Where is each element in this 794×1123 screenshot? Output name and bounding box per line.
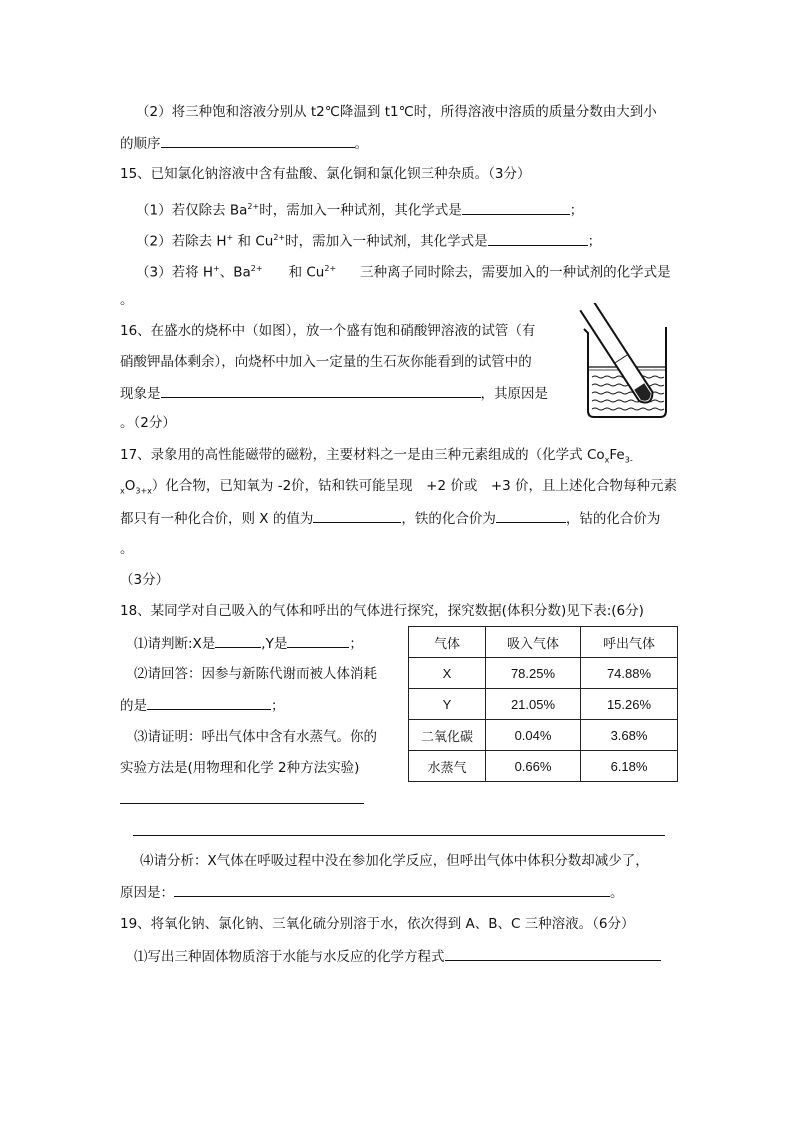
q17-line4 [120,539,134,559]
q15-part3 [136,259,671,283]
q18-consumed-gas-blank[interactable] [147,695,271,710]
table-header-row [409,627,678,658]
q17-line1-text-b: Fe [609,447,625,463]
q15-part1-end: ； [569,202,584,219]
q17-line1-sub2: 3- [624,455,633,465]
q15-part2-sup1: + [226,233,234,242]
q15-part3-sup1: + [213,264,220,273]
q17-line2 [120,476,677,502]
q19-title [120,914,635,934]
q16-line1-text: 16、在盛水的烧杯中（如图），放一个盛有饱和硝酸钾溶液的试管（有 [120,323,536,339]
q17-line2-sub2: 3+x [135,486,152,496]
q15-title-text: 15、已知氯化钠溶液中含有盐酸、氯化铜和氯化钡三种杂质。（3分） [120,166,531,182]
q18-part2-line2 [120,695,285,716]
q15-part3-end: 。 [120,292,134,308]
q17-line3-text-c: ，钴的化合价为 [565,511,661,527]
q16-phenomenon-blank[interactable] [161,383,481,398]
table-cell: 21.05% [486,689,581,720]
q18-part3-text-a: ⑶请证明：呼出气体中含有水蒸气。你的 [134,729,377,745]
q14-part2-text2: 的顺序 [120,136,161,152]
q18-part4-line2 [120,882,624,903]
q18-x-blank[interactable] [215,633,261,648]
table-cell: 6.18% [581,751,678,782]
q17-line3-text-b: ，铁的化合价为 [401,511,496,527]
q18-part3-answer-line-2[interactable] [133,835,665,836]
q16-line2-text: 硝酸钾晶体剩余），向烧杯中加入一定量的生石灰你能看到的试管中的 [120,354,532,370]
q17-line3 [120,508,660,529]
gas-data-table [408,626,678,782]
q17-score [120,570,169,590]
q15-part3-text-c: 和 Cu [288,264,325,281]
q18-part3-text-b: 实验方法是(用物理和化学 2种方法实验) [120,760,360,776]
q14-part2-text: （2）将三种饱和溶液分别从 t2℃降温到 t1℃时，所得溶液中溶质的质量分数由大到小 [136,104,657,120]
q17-score-text: （3分） [120,572,170,588]
q17-line1-text: 17、录象用的高性能磁带的磁粉，主要材料之一是由三种元素组成的（化学式 Co [120,447,605,463]
q16-line4-text: 。（2分） [120,415,176,431]
q18-part4-text-a: ⑷请分析：X气体在呼吸过程中没在参加化学反应，但呼出气体中体积分数却减少了， [140,853,649,869]
q18-part3-line1 [134,727,377,747]
q14-answer-blank[interactable] [161,133,355,148]
q19-part1-text: ⑴写出三种固体物质溶于水能与水反应的化学方程式 [134,949,445,965]
q15-part1-blank[interactable] [462,200,570,215]
table-cell: 3.68% [581,720,678,751]
table-cell: X [409,658,486,689]
q17-line3-text-a: 都只有一种化合价，则 X 的值为 [120,511,314,527]
q18-part2-line1 [134,664,377,684]
q15-part2-blank[interactable] [488,231,588,246]
q15-part3-end-line [120,290,134,310]
q18-part2-text-a: ⑵请回答：因参与新陈代谢而被人体消耗 [134,666,377,682]
q18-part1-end: ； [349,636,363,652]
q16-line3 [120,383,548,404]
q15-part1-text-b: 时，需加入一种试剂，其化学式是 [259,202,462,219]
q17-line1 [120,445,633,471]
table-cell: 78.25% [486,658,581,689]
q15-part2-text-c: 时，需加入一种试剂，其化学式是 [285,233,488,250]
q15-part2-end: ； [587,233,602,250]
q18-title [120,601,644,621]
q15-part3-sup2: 2+ [250,264,263,273]
table-row [409,751,678,782]
q18-y-blank[interactable] [287,633,349,648]
table-row [409,720,678,751]
table-cell: 二氧化碳 [409,720,486,751]
q18-part1-text-b: ,Y是 [261,636,288,652]
q18-part4-text-b: 原因是： [120,885,174,901]
beaker-test-tube-figure [574,303,674,423]
table-cell: 74.88% [581,658,678,689]
table-header-cell: 呼出气体 [581,627,678,658]
q17-line2-text-a: O [124,478,136,494]
q17-iron-valence-blank[interactable] [496,508,566,523]
q15-part3-sup3: 2+ [324,264,337,273]
q15-part1 [136,197,583,221]
q18-part1-text-a: ⑴请判断:X是 [134,636,216,652]
q16-line3-text-b: ，其原因是 [480,386,548,402]
q17-line2-text-b: ）化合物，已知氧为 -2价，钴和铁可能呈现 +2 价或 +3 价，且上述化合物每种元素 [151,478,678,494]
q16-line3-text-a: 现象是 [120,386,161,402]
q15-title [120,164,531,184]
table-cell: 15.26% [581,689,678,720]
q15-part2-text-b: 和 Cu [237,233,274,250]
q15-part3-text-b: 、Ba [219,264,251,281]
q18-part3-line2 [120,758,359,778]
q15-part1-sup: 2+ [247,202,260,211]
q18-part2-end: ； [271,698,285,714]
q17-x-value-blank[interactable] [313,508,401,523]
q17-line1-sub: x [604,455,610,465]
table-cell: 0.04% [486,720,581,751]
q14-part2-line1 [136,102,657,122]
q17-line4-text: 。 [120,541,134,557]
test-tube [580,303,656,406]
q14-part2-end: 。 [354,136,368,152]
q15-part2 [136,228,601,252]
q17-line2-sub: x [120,486,125,496]
table-cell: 水蒸气 [409,751,486,782]
q16-line2 [120,352,532,372]
table-row [409,689,678,720]
q15-part2-sup2: 2+ [273,233,286,242]
q19-title-text: 19、将氧化钠、氯化钠、三氧化硫分别溶于水，依次得到 A、B、C 三种溶液。（6分） [120,916,635,932]
q19-equation-blank[interactable] [445,946,661,961]
table-header-cell: 气体 [409,627,486,658]
q16-line1 [120,321,535,341]
q18-part1 [134,633,363,654]
q16-line4 [120,413,176,433]
q18-part4-end: 。 [610,885,624,901]
q14-part2-line2 [120,133,368,154]
q18-title-text: 18、某同学对自己吸入的气体和呼出的气体进行探究，探究数据(体积分数)见下表:(6分) [120,603,644,619]
table-cell: 0.66% [486,751,581,782]
table-row [409,658,678,689]
q18-part4-line1 [140,851,649,871]
q18-part2-text-b: 的是 [120,698,147,714]
q15-part3-text-d: 三种离子同时除去，需要加入的一种试剂的化学式是 [360,264,671,281]
q19-part1 [134,946,661,967]
table-header-cell: 吸入气体 [486,627,581,658]
q18-reason-blank[interactable] [174,882,610,897]
q18-part3-answer-line-1[interactable] [120,803,364,804]
q15-part3-text-a: （3）若将 H [136,264,214,281]
q15-part1-text-a: （1）若仅除去 Ba [136,202,248,219]
q15-part2-text-a: （2）若除去 H [136,233,227,250]
table-cell: Y [409,689,486,720]
